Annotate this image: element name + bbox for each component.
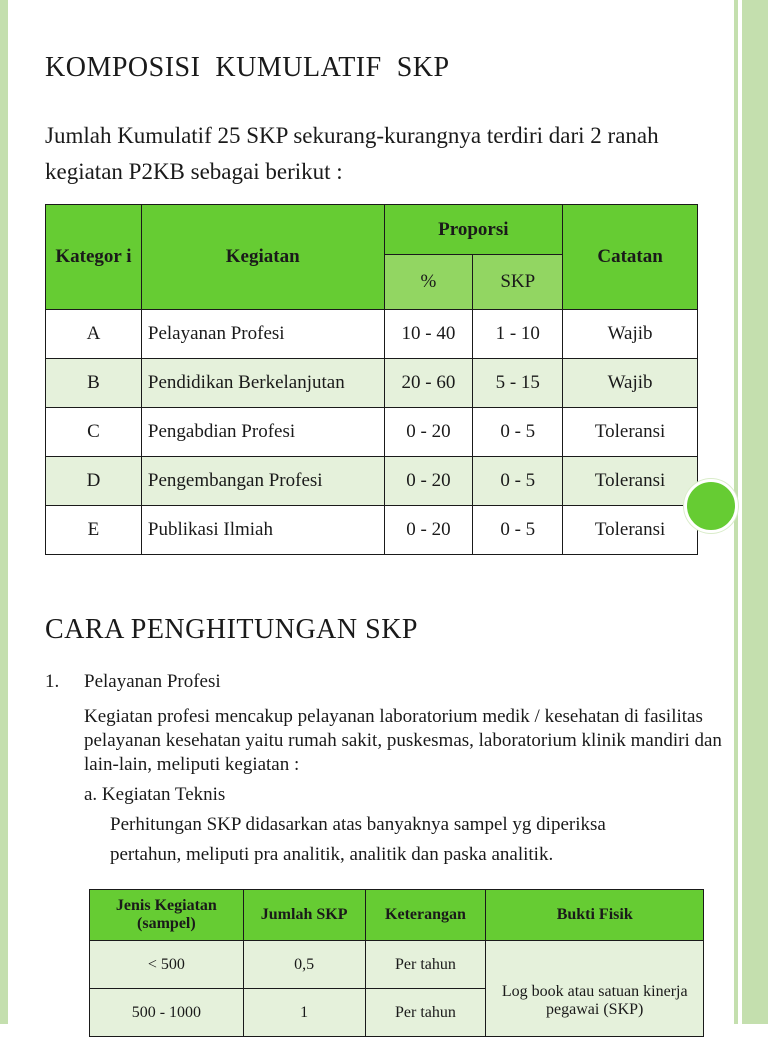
cell-catatan: Wajib — [563, 359, 698, 408]
header-kegiatan: Kegiatan — [141, 205, 384, 310]
header-proporsi: Proporsi — [384, 205, 563, 255]
cell-kegiatan: Pengabdian Profesi — [141, 408, 384, 457]
cell-jenis: < 500 — [90, 941, 244, 989]
sub-item-text-2: pertahun, meliputi pra analitik, analitik dan paska analitik. — [110, 844, 554, 865]
cell-kategori: A — [46, 310, 142, 359]
cell-skp: 0 - 5 — [473, 408, 563, 457]
cell-skp: 0 - 5 — [473, 506, 563, 555]
section1-title: KOMPOSISI KUMULATIF SKP — [45, 52, 450, 83]
cell-kategori: E — [46, 506, 142, 555]
list-item-description: Kegiatan profesi mencakup pelayanan laboratorium medik / kesehatan di fasilitas pelayanan kesehatan yaitu rumah sakit, puskesmas, laboratorium klinik mandiri dan lain-lain, meliputi kegiatan : — [84, 706, 722, 775]
header-jumlah: Jumlah SKP — [243, 890, 365, 941]
table-row — [46, 457, 698, 506]
sub-item-title: a. Kegiatan Teknis — [84, 784, 226, 805]
cell-persen: 10 - 40 — [384, 310, 473, 359]
cell-jumlah: 0,5 — [243, 941, 365, 989]
right-border-outer — [742, 0, 768, 1024]
cell-catatan: Toleransi — [563, 506, 698, 555]
header-catatan: Catatan — [563, 205, 698, 310]
cell-jenis: 500 - 1000 — [90, 989, 244, 1037]
cell-skp: 5 - 15 — [473, 359, 563, 408]
header-jenis: Jenis Kegiatan (sampel) — [90, 890, 244, 941]
table-row — [46, 506, 698, 555]
cell-persen: 20 - 60 — [384, 359, 473, 408]
skp-calculation-table — [89, 889, 704, 1037]
cell-kategori: C — [46, 408, 142, 457]
cell-kegiatan: Pendidikan Berkelanjutan — [141, 359, 384, 408]
cell-kategori: B — [46, 359, 142, 408]
cell-keterangan: Per tahun — [365, 989, 486, 1037]
cell-catatan: Wajib — [563, 310, 698, 359]
skp-composition-table — [45, 204, 698, 555]
header-kategori: Kategor i — [46, 205, 142, 310]
table-row — [46, 359, 698, 408]
cell-catatan: Toleransi — [563, 408, 698, 457]
cell-kegiatan: Pelayanan Profesi — [141, 310, 384, 359]
table-row — [90, 941, 704, 989]
header-skp: SKP — [473, 255, 563, 310]
cell-catatan: Toleransi — [563, 457, 698, 506]
header-persen: % — [384, 255, 473, 310]
section1-intro: Jumlah Kumulatif 25 SKP sekurang-kurangnya terdiri dari 2 ranah kegiatan P2KB sebagai berikut : — [45, 123, 659, 184]
cell-skp: 0 - 5 — [473, 457, 563, 506]
cell-skp: 1 - 10 — [473, 310, 563, 359]
left-border — [0, 0, 8, 1024]
header-keterangan: Keterangan — [365, 890, 486, 941]
cell-persen: 0 - 20 — [384, 457, 473, 506]
cell-keterangan: Per tahun — [365, 941, 486, 989]
slide-nav-dot[interactable] — [684, 479, 738, 533]
list-number: 1. — [45, 671, 60, 692]
section2-title: CARA PENGHITUNGAN SKP — [45, 614, 418, 645]
cell-persen: 0 - 20 — [384, 408, 473, 457]
cell-bukti: Log book atau satuan kinerja pegawai (SKP) — [486, 941, 704, 1037]
list-item-title: Pelayanan Profesi — [84, 671, 221, 692]
table-row — [46, 310, 698, 359]
cell-persen: 0 - 20 — [384, 506, 473, 555]
header-bukti: Bukti Fisik — [486, 890, 704, 941]
cell-kategori: D — [46, 457, 142, 506]
sub-item-text-1: Perhitungan SKP didasarkan atas banyaknya sampel yg diperiksa — [110, 814, 606, 835]
table-row — [46, 408, 698, 457]
cell-kegiatan: Pengembangan Profesi — [141, 457, 384, 506]
cell-kegiatan: Publikasi Ilmiah — [141, 506, 384, 555]
cell-jumlah: 1 — [243, 989, 365, 1037]
